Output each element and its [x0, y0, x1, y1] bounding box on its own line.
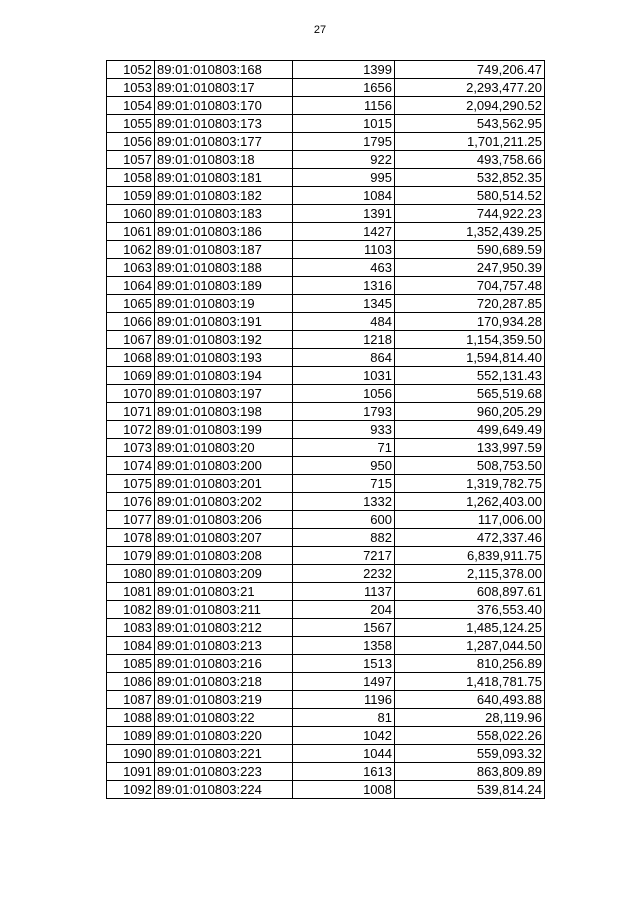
area-cell: 81: [293, 709, 395, 727]
row-number-cell: 1064: [107, 277, 155, 295]
row-number-cell: 1062: [107, 241, 155, 259]
table-row: [107, 763, 545, 781]
row-number-cell: 1054: [107, 97, 155, 115]
cadastral-number-cell: 89:01:010803:177: [155, 133, 293, 151]
value-cell: 559,093.32: [395, 745, 545, 763]
value-cell: 532,852.35: [395, 169, 545, 187]
row-number-cell: 1052: [107, 61, 155, 79]
row-number-cell: 1065: [107, 295, 155, 313]
area-cell: 1795: [293, 133, 395, 151]
table-body: [107, 61, 545, 799]
area-cell: 922: [293, 151, 395, 169]
table-row: [107, 241, 545, 259]
value-cell: 863,809.89: [395, 763, 545, 781]
table-row: [107, 151, 545, 169]
table-row: [107, 259, 545, 277]
row-number-cell: 1082: [107, 601, 155, 619]
table-row: [107, 115, 545, 133]
value-cell: 28,119.96: [395, 709, 545, 727]
value-cell: 580,514.52: [395, 187, 545, 205]
table-row: [107, 169, 545, 187]
value-cell: 247,950.39: [395, 259, 545, 277]
row-number-cell: 1085: [107, 655, 155, 673]
cadastral-number-cell: 89:01:010803:208: [155, 547, 293, 565]
area-cell: 2232: [293, 565, 395, 583]
table-row: [107, 529, 545, 547]
area-cell: 864: [293, 349, 395, 367]
value-cell: 640,493.88: [395, 691, 545, 709]
value-cell: 960,205.29: [395, 403, 545, 421]
cadastral-number-cell: 89:01:010803:221: [155, 745, 293, 763]
value-cell: 499,649.49: [395, 421, 545, 439]
table-row: [107, 475, 545, 493]
area-cell: 1391: [293, 205, 395, 223]
value-cell: 1,319,782.75: [395, 475, 545, 493]
row-number-cell: 1083: [107, 619, 155, 637]
area-cell: 1513: [293, 655, 395, 673]
table-row: [107, 673, 545, 691]
row-number-cell: 1089: [107, 727, 155, 745]
table-row: [107, 133, 545, 151]
table-row: [107, 79, 545, 97]
value-cell: 472,337.46: [395, 529, 545, 547]
table-row: [107, 565, 545, 583]
area-cell: 1793: [293, 403, 395, 421]
value-cell: 2,293,477.20: [395, 79, 545, 97]
table-row: [107, 421, 545, 439]
value-cell: 508,753.50: [395, 457, 545, 475]
cadastral-number-cell: 89:01:010803:209: [155, 565, 293, 583]
cadastral-number-cell: 89:01:010803:186: [155, 223, 293, 241]
data-table: [106, 60, 545, 799]
value-cell: 810,256.89: [395, 655, 545, 673]
value-cell: 1,418,781.75: [395, 673, 545, 691]
row-number-cell: 1080: [107, 565, 155, 583]
cadastral-number-cell: 89:01:010803:218: [155, 673, 293, 691]
table-row: [107, 493, 545, 511]
value-cell: 543,562.95: [395, 115, 545, 133]
table-row: [107, 781, 545, 799]
cadastral-number-cell: 89:01:010803:223: [155, 763, 293, 781]
cadastral-number-cell: 89:01:010803:189: [155, 277, 293, 295]
area-cell: 1427: [293, 223, 395, 241]
area-cell: 933: [293, 421, 395, 439]
cadastral-number-cell: 89:01:010803:188: [155, 259, 293, 277]
row-number-cell: 1057: [107, 151, 155, 169]
value-cell: 552,131.43: [395, 367, 545, 385]
table-row: [107, 601, 545, 619]
row-number-cell: 1078: [107, 529, 155, 547]
row-number-cell: 1058: [107, 169, 155, 187]
value-cell: 704,757.48: [395, 277, 545, 295]
area-cell: 1497: [293, 673, 395, 691]
cadastral-number-cell: 89:01:010803:183: [155, 205, 293, 223]
value-cell: 558,022.26: [395, 727, 545, 745]
table-row: [107, 403, 545, 421]
value-cell: 1,352,439.25: [395, 223, 545, 241]
row-number-cell: 1075: [107, 475, 155, 493]
value-cell: 565,519.68: [395, 385, 545, 403]
table-row: [107, 655, 545, 673]
row-number-cell: 1053: [107, 79, 155, 97]
cadastral-number-cell: 89:01:010803:181: [155, 169, 293, 187]
table-row: [107, 691, 545, 709]
row-number-cell: 1061: [107, 223, 155, 241]
value-cell: 133,997.59: [395, 439, 545, 457]
table-row: [107, 709, 545, 727]
cadastral-number-cell: 89:01:010803:17: [155, 79, 293, 97]
area-cell: 1156: [293, 97, 395, 115]
value-cell: 539,814.24: [395, 781, 545, 799]
cadastral-number-cell: 89:01:010803:170: [155, 97, 293, 115]
area-cell: 1015: [293, 115, 395, 133]
table-row: [107, 187, 545, 205]
value-cell: 1,594,814.40: [395, 349, 545, 367]
cadastral-number-cell: 89:01:010803:211: [155, 601, 293, 619]
table-row: [107, 583, 545, 601]
row-number-cell: 1072: [107, 421, 155, 439]
area-cell: 1399: [293, 61, 395, 79]
cadastral-number-cell: 89:01:010803:216: [155, 655, 293, 673]
row-number-cell: 1091: [107, 763, 155, 781]
value-cell: 1,287,044.50: [395, 637, 545, 655]
row-number-cell: 1092: [107, 781, 155, 799]
area-cell: 995: [293, 169, 395, 187]
row-number-cell: 1086: [107, 673, 155, 691]
row-number-cell: 1087: [107, 691, 155, 709]
row-number-cell: 1081: [107, 583, 155, 601]
cadastral-number-cell: 89:01:010803:219: [155, 691, 293, 709]
area-cell: 1196: [293, 691, 395, 709]
table-row: [107, 511, 545, 529]
table-row: [107, 277, 545, 295]
value-cell: 2,115,378.00: [395, 565, 545, 583]
value-cell: 1,701,211.25: [395, 133, 545, 151]
table-row: [107, 547, 545, 565]
row-number-cell: 1076: [107, 493, 155, 511]
cadastral-number-cell: 89:01:010803:213: [155, 637, 293, 655]
table-row: [107, 385, 545, 403]
value-cell: 590,689.59: [395, 241, 545, 259]
table-row: [107, 349, 545, 367]
cadastral-number-cell: 89:01:010803:200: [155, 457, 293, 475]
table-row: [107, 223, 545, 241]
area-cell: 1084: [293, 187, 395, 205]
row-number-cell: 1069: [107, 367, 155, 385]
area-cell: 882: [293, 529, 395, 547]
cadastral-number-cell: 89:01:010803:21: [155, 583, 293, 601]
cadastral-number-cell: 89:01:010803:202: [155, 493, 293, 511]
row-number-cell: 1063: [107, 259, 155, 277]
row-number-cell: 1088: [107, 709, 155, 727]
table-row: [107, 457, 545, 475]
area-cell: 1137: [293, 583, 395, 601]
row-number-cell: 1084: [107, 637, 155, 655]
cadastral-number-cell: 89:01:010803:168: [155, 61, 293, 79]
value-cell: 1,262,403.00: [395, 493, 545, 511]
area-cell: 1345: [293, 295, 395, 313]
value-cell: 749,206.47: [395, 61, 545, 79]
table-row: [107, 313, 545, 331]
cadastral-number-cell: 89:01:010803:191: [155, 313, 293, 331]
cadastral-number-cell: 89:01:010803:20: [155, 439, 293, 457]
table-row: [107, 367, 545, 385]
area-cell: 1056: [293, 385, 395, 403]
row-number-cell: 1073: [107, 439, 155, 457]
area-cell: 1042: [293, 727, 395, 745]
area-cell: 463: [293, 259, 395, 277]
area-cell: 1656: [293, 79, 395, 97]
area-cell: 204: [293, 601, 395, 619]
cadastral-number-cell: 89:01:010803:194: [155, 367, 293, 385]
area-cell: 1031: [293, 367, 395, 385]
cadastral-number-cell: 89:01:010803:207: [155, 529, 293, 547]
table-row: [107, 637, 545, 655]
value-cell: 1,485,124.25: [395, 619, 545, 637]
cadastral-number-cell: 89:01:010803:197: [155, 385, 293, 403]
table-row: [107, 295, 545, 313]
cadastral-number-cell: 89:01:010803:187: [155, 241, 293, 259]
value-cell: 376,553.40: [395, 601, 545, 619]
row-number-cell: 1056: [107, 133, 155, 151]
cadastral-number-cell: 89:01:010803:212: [155, 619, 293, 637]
area-cell: 1316: [293, 277, 395, 295]
value-cell: 6,839,911.75: [395, 547, 545, 565]
cadastral-number-cell: 89:01:010803:182: [155, 187, 293, 205]
value-cell: 1,154,359.50: [395, 331, 545, 349]
area-cell: 600: [293, 511, 395, 529]
area-cell: 1332: [293, 493, 395, 511]
value-cell: 493,758.66: [395, 151, 545, 169]
cadastral-number-cell: 89:01:010803:22: [155, 709, 293, 727]
cadastral-number-cell: 89:01:010803:19: [155, 295, 293, 313]
cadastral-number-cell: 89:01:010803:220: [155, 727, 293, 745]
table-row: [107, 439, 545, 457]
row-number-cell: 1090: [107, 745, 155, 763]
cadastral-number-cell: 89:01:010803:173: [155, 115, 293, 133]
row-number-cell: 1060: [107, 205, 155, 223]
table-row: [107, 205, 545, 223]
area-cell: 484: [293, 313, 395, 331]
area-cell: 1613: [293, 763, 395, 781]
value-cell: 170,934.28: [395, 313, 545, 331]
value-cell: 744,922.23: [395, 205, 545, 223]
table-row: [107, 745, 545, 763]
area-cell: 715: [293, 475, 395, 493]
area-cell: 1567: [293, 619, 395, 637]
area-cell: 71: [293, 439, 395, 457]
area-cell: 7217: [293, 547, 395, 565]
cadastral-number-cell: 89:01:010803:206: [155, 511, 293, 529]
area-cell: 1103: [293, 241, 395, 259]
cadastral-number-cell: 89:01:010803:192: [155, 331, 293, 349]
row-number-cell: 1055: [107, 115, 155, 133]
row-number-cell: 1071: [107, 403, 155, 421]
cadastral-number-cell: 89:01:010803:201: [155, 475, 293, 493]
value-cell: 720,287.85: [395, 295, 545, 313]
table-row: [107, 619, 545, 637]
cadastral-number-cell: 89:01:010803:193: [155, 349, 293, 367]
row-number-cell: 1067: [107, 331, 155, 349]
cadastral-number-cell: 89:01:010803:199: [155, 421, 293, 439]
area-cell: 1044: [293, 745, 395, 763]
row-number-cell: 1077: [107, 511, 155, 529]
page-number: 27: [313, 24, 327, 36]
row-number-cell: 1066: [107, 313, 155, 331]
area-cell: 1358: [293, 637, 395, 655]
table-row: [107, 97, 545, 115]
row-number-cell: 1070: [107, 385, 155, 403]
value-cell: 608,897.61: [395, 583, 545, 601]
table-row: [107, 61, 545, 79]
row-number-cell: 1068: [107, 349, 155, 367]
row-number-cell: 1079: [107, 547, 155, 565]
table-row: [107, 331, 545, 349]
cadastral-number-cell: 89:01:010803:18: [155, 151, 293, 169]
value-cell: 117,006.00: [395, 511, 545, 529]
value-cell: 2,094,290.52: [395, 97, 545, 115]
cadastral-number-cell: 89:01:010803:198: [155, 403, 293, 421]
row-number-cell: 1059: [107, 187, 155, 205]
area-cell: 1218: [293, 331, 395, 349]
area-cell: 950: [293, 457, 395, 475]
row-number-cell: 1074: [107, 457, 155, 475]
cadastral-number-cell: 89:01:010803:224: [155, 781, 293, 799]
table-row: [107, 727, 545, 745]
area-cell: 1008: [293, 781, 395, 799]
